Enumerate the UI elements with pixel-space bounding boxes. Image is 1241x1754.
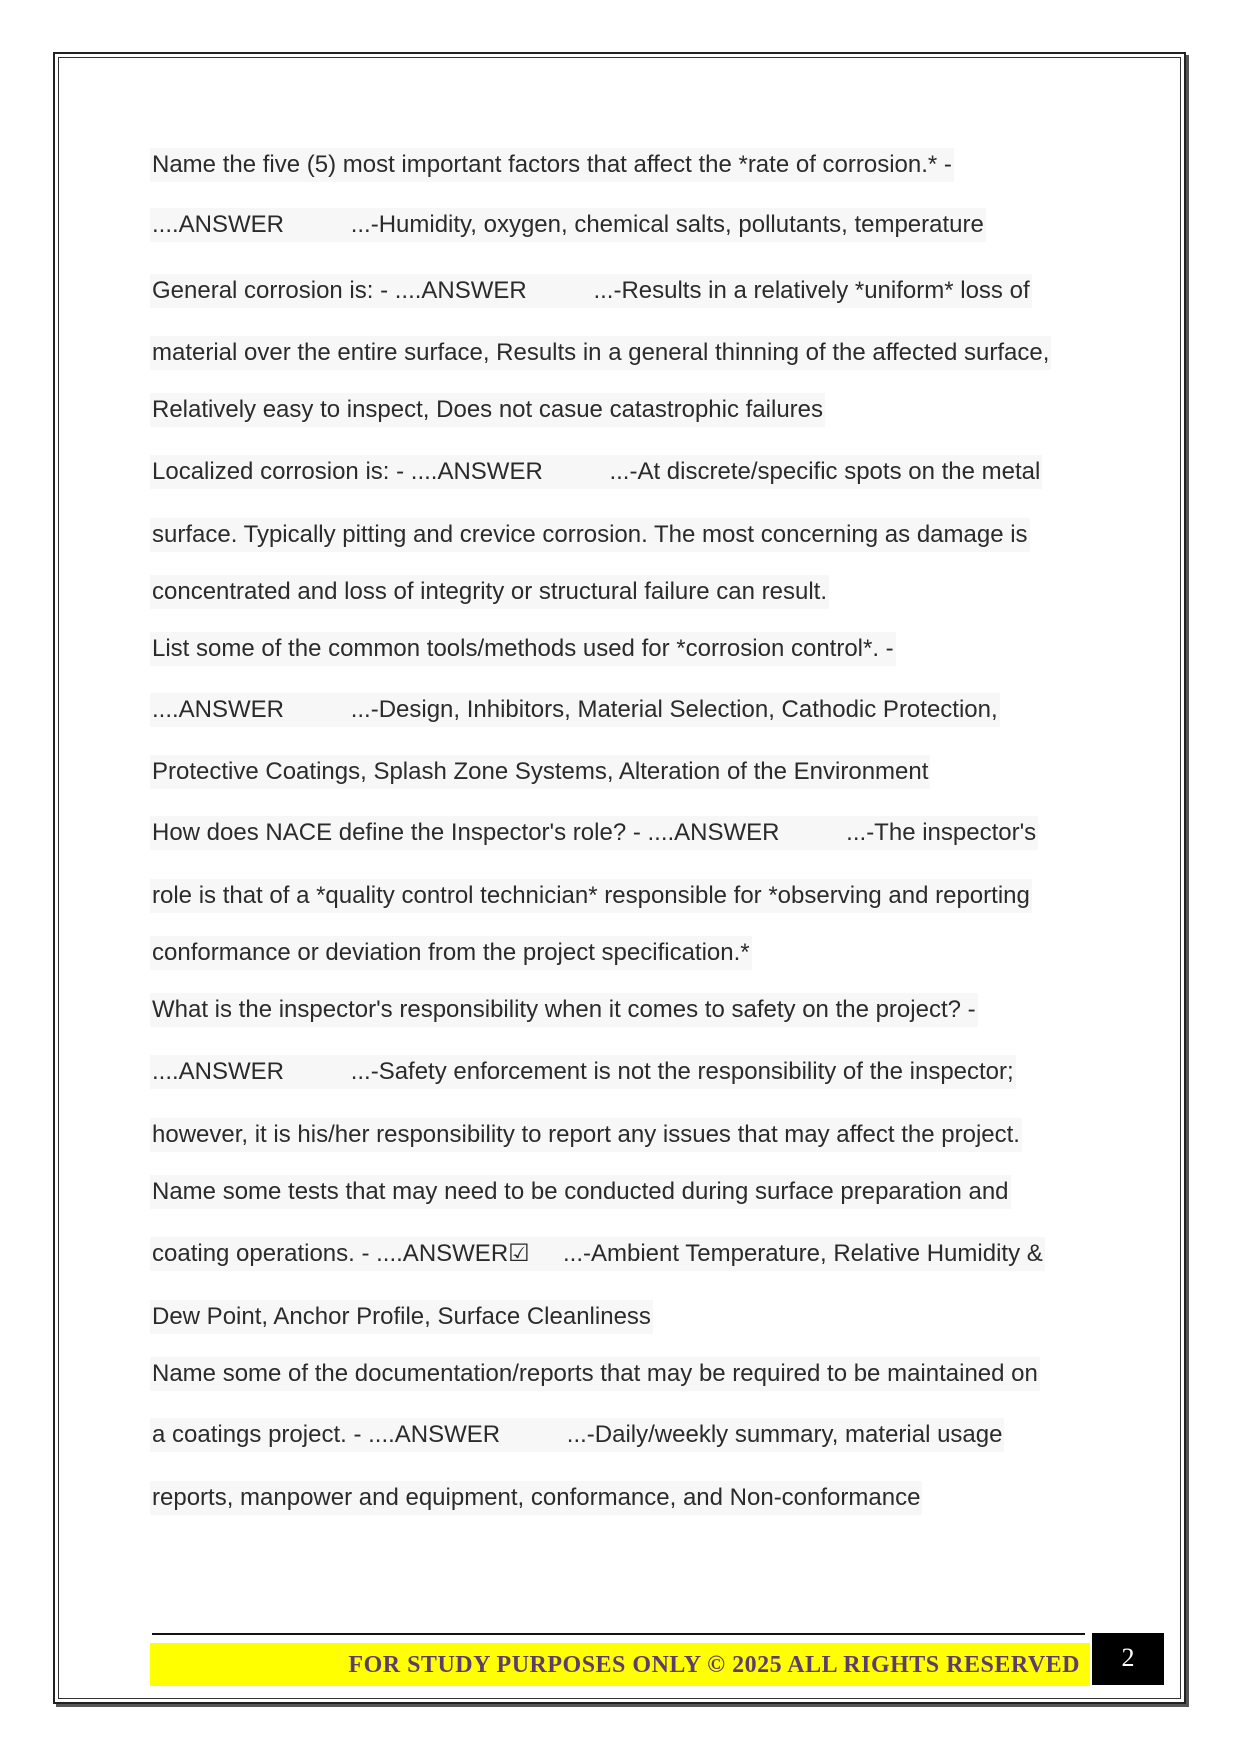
text-line: Protective Coatings, Splash Zone Systems, Alteration of the Environment — [150, 755, 930, 789]
text-line: reports, manpower and equipment, conformance, and Non-conformance — [150, 1481, 922, 1515]
text-line: Dew Point, Anchor Profile, Surface Cleanliness — [150, 1300, 653, 1334]
text-line: Localized corrosion is: - ....ANSWER ...-At discrete/specific spots on the metal — [150, 455, 1042, 489]
page-number: 2 — [1092, 1633, 1164, 1685]
text-line: Name some tests that may need to be conducted during surface preparation and — [150, 1175, 1011, 1209]
text-line: however, it is his/her responsibility to report any issues that may affect the project. — [150, 1118, 1022, 1152]
text-line: conformance or deviation from the project specification.* — [150, 936, 752, 970]
text-line: How does NACE define the Inspector's role? - ....ANSWER ...-The inspector's — [150, 816, 1038, 850]
text-line: ....ANSWER ...-Design, Inhibitors, Material Selection, Cathodic Protection, — [150, 693, 1000, 727]
text-line: Name the five (5) most important factors that affect the *rate of corrosion.* - — [150, 148, 954, 182]
text-line: General corrosion is: - ....ANSWER ...-Results in a relatively *uniform* loss of — [150, 274, 1032, 308]
text-line: role is that of a *quality control technician* responsible for *observing and reporting — [150, 879, 1032, 913]
text-line: concentrated and loss of integrity or structural failure can result. — [150, 575, 829, 609]
text-line: surface. Typically pitting and crevice corrosion. The most concerning as damage is — [150, 518, 1030, 552]
text-line: Relatively easy to inspect, Does not casue catastrophic failures — [150, 393, 825, 427]
text-line: ....ANSWER ...-Humidity, oxygen, chemical salts, pollutants, temperature — [150, 208, 986, 242]
footer-notice: FOR STUDY PURPOSES ONLY © 2025 ALL RIGHTS RESERVED — [150, 1643, 1090, 1686]
footer-rule — [152, 1633, 1085, 1635]
text-line: ....ANSWER ...-Safety enforcement is not the responsibility of the inspector; — [150, 1055, 1016, 1089]
text-line: Name some of the documentation/reports that may be required to be maintained on — [150, 1357, 1040, 1391]
text-line: a coatings project. - ....ANSWER ...-Daily/weekly summary, material usage — [150, 1418, 1004, 1452]
text-line: List some of the common tools/methods used for *corrosion control*. - — [150, 632, 896, 666]
text-line: coating operations. - ....ANSWER☑ ...-Ambient Temperature, Relative Humidity & — [150, 1237, 1045, 1271]
text-line: material over the entire surface, Results in a general thinning of the affected surface, — [150, 336, 1051, 370]
text-line: What is the inspector's responsibility when it comes to safety on the project? - — [150, 993, 978, 1027]
